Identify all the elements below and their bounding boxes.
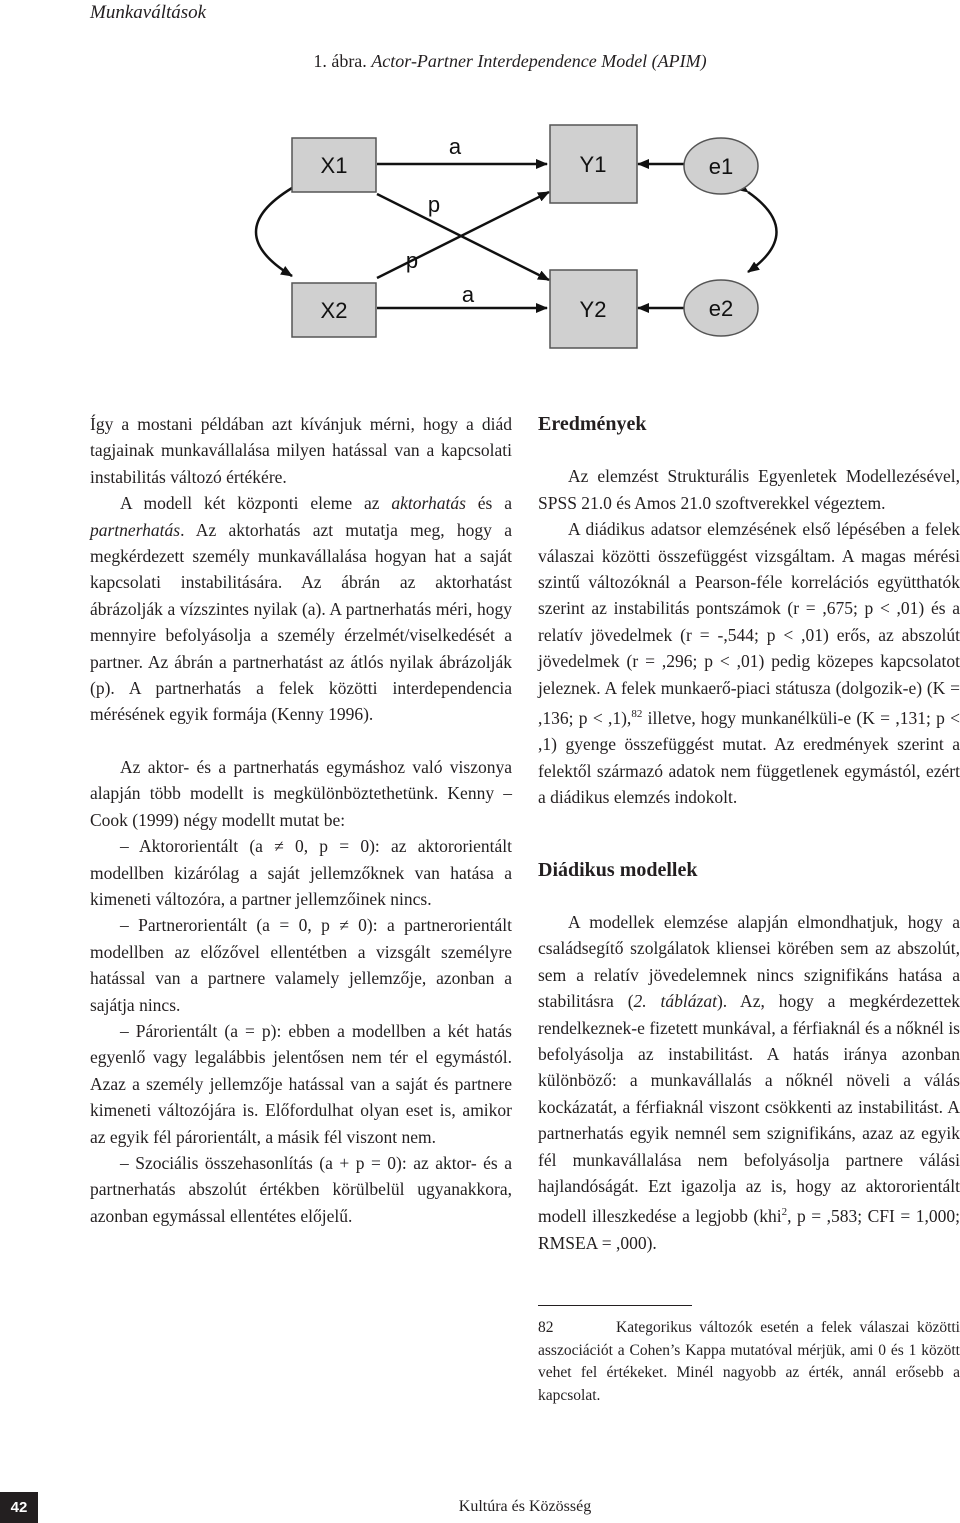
path-label-p-upper: p — [427, 192, 441, 217]
x1-x2-covariance — [256, 188, 292, 276]
path-label-p-lower: p — [405, 248, 419, 273]
left-paragraph-2: A modell két központi eleme az aktorhatás és a partnerhatás. Az aktorhatás azt mutatja meg, hogy a megkérdezett személy munkavállalása hogyan hat a saját kapcsolati instabilitására. Az ábrán az aktorhatást ábrázolják a vízszintes nyilak (a). A partnerhatás méri, hogy mennyire befolyásolja a személy érzelmét/viselkedését a partner. Az ábrán a partnerhatást az átlós nyilak ábrázolják (p). A partnerhatás a felek közötti interdependencia mérésének egyik formája (Kenny 1996). — [90, 493, 512, 725]
node-e1-label: e1 — [708, 154, 734, 179]
node-x2-label: X2 — [320, 298, 348, 323]
partner-path-x1-y2 — [377, 194, 549, 280]
section-heading-dyadic-models: Diádikus modellek — [538, 858, 698, 881]
partner-path-x2-y1 — [377, 192, 549, 278]
figure-caption-title: Actor-Partner Interdependence Model (APIM) — [371, 51, 707, 71]
right-paragraph-2: A diádikus adatsor elemzésének első lépésében a felek válaszai közötti összefüggést vizsgáltam. A magas mérési szintű változóknál a Pearson-féle korrelációs együtthatók szerint az instabilitás pontszámok (r = ,675; p < ,01) és a relatív jövedelmek (r = -,544; p < ,01) erős, az abszolút jövedelmek (r = ,296; p < ,01) pedig közepes kapcsolatot jeleznek. A felek munkaerő-piaci státusza (dolgozik-e) (K = ,136; p < ,1),$^{82}$ illetve, hogy munkanélküli-e (K = ,131; p < ,1) gyenge összefüggést mutat. Az eredmények szerint a felektől származó adatok nem függetlenek egymástól, ezért a diádikus elemzés indokolt. — [538, 519, 960, 808]
left-column — [90, 411, 512, 1229]
node-y2-label: Y2 — [579, 297, 607, 322]
model-item-social-comparison: – Szociális összehasonlítás (a + p = 0): az aktor- és a partnerhatás abszolút értékben körülbelül ugyanakkora, azonban egymással ellentétes előjelű. — [90, 1152, 512, 1226]
node-x1-label: X1 — [320, 153, 348, 178]
journal-name: Kultúra és Közösség — [458, 1498, 592, 1515]
path-label-a-top: a — [448, 134, 462, 159]
footnote-number: 82 — [538, 1319, 554, 1336]
model-item-couple: – Párorientált (a = p): ebben a modellben a két hatás egyenlő vagy legalábbis jelentősen nem tér el egymástól. Azaz a személy jellemzője hatással van a saját és partnere kimeneti változójára is. Előfordulhat olyan eset is, amikor az egyik fél párorientált, a másik fél viszont nem. — [90, 1020, 512, 1147]
e1-e2-covariance — [748, 192, 777, 272]
footnote-rule — [538, 1305, 692, 1306]
running-title: Munkaváltások — [90, 2, 207, 23]
footnote-text: Kategorikus változók esetén a felek válaszai közötti asszociációt a Cohen’s Kappa mutatóval mérjük, ami 0 és 1 között vehet fel értékeket. Minél nagyobb az érték, annál erősebb a kapcsolat. — [538, 1319, 960, 1404]
node-y1-label: Y1 — [579, 152, 607, 177]
right-paragraph-3: A modellek elemzése alapján elmondhatjuk, hogy a családsegítő szolgálatok kliensei körében sem az abszolút, sem a relatív jövedelemnek nincs szignifikáns hatása a stabilitásra (2. táblázat). Az, hogy a megkérdezettek rendelkeznek-e fizetett munkával, a férfiaknál és a nőknél is befolyásolja az instabilitást. A hatás iránya azonban különböző: a munkavállalás a nőknél növeli a válás kockázatát, a férfiaknál viszont csökkenti az instabilitást. A partnerhatás egyik nemnél sem szignifikáns, azaz az egyik fél munkavállalása nem befolyásolja partnere válási hajlandóságát. Ezt igazolja az is, hogy az aktororientált modell illeszkedése a legjobb (khi$^2$, p = ,583; CFI = 1,000; RMSEA = ,000). — [538, 911, 960, 1253]
right-paragraph-1: Az elemzést Strukturális Egyenletek Modellezésével, SPSS 21.0 és Amos 21.0 szoftverekkel végeztem. — [538, 466, 960, 513]
right-column — [538, 411, 960, 1256]
figure-caption-prefix: 1. ábra. — [313, 51, 367, 71]
footnote-ref-82: 82 — [631, 708, 643, 721]
node-e2-label: e2 — [708, 296, 734, 321]
page-number: 42 — [0, 1492, 38, 1523]
left-paragraph-1: Így a mostani példában azt kívánjuk mérni, hogy a diád tagjainak munkavállalása milyen hatással van a kapcsolati instabilitás változó értékére. — [90, 414, 512, 487]
left-paragraph-3: Az aktor- és a partnerhatás egymáshoz való viszonya alapján több modellt is megkülönböztethetünk. Kenny – Cook (1999) négy modellt mutat be: — [90, 756, 512, 830]
figure-caption — [0, 51, 960, 72]
model-item-partner: – Partnerorientált (a = 0, p ≠ 0): a partnerorientált modellben az előzővel ellentétben a vizsgált személyre hatással van a partnere valamely jellemzője, azonban a sajátja nincs. — [90, 915, 512, 1015]
path-label-a-bottom: a — [461, 282, 475, 307]
apim-diagram — [220, 112, 780, 352]
footnote-82 — [538, 1317, 960, 1407]
model-item-actor: – Aktororientált (a ≠ 0, p = 0): az aktororientált modellben kizárólag a saját jellemzőknek van hatása a kimeneti változóra, a partner jellemzőinek nincs. — [90, 836, 512, 909]
section-heading-results: Eredmények — [538, 413, 647, 435]
